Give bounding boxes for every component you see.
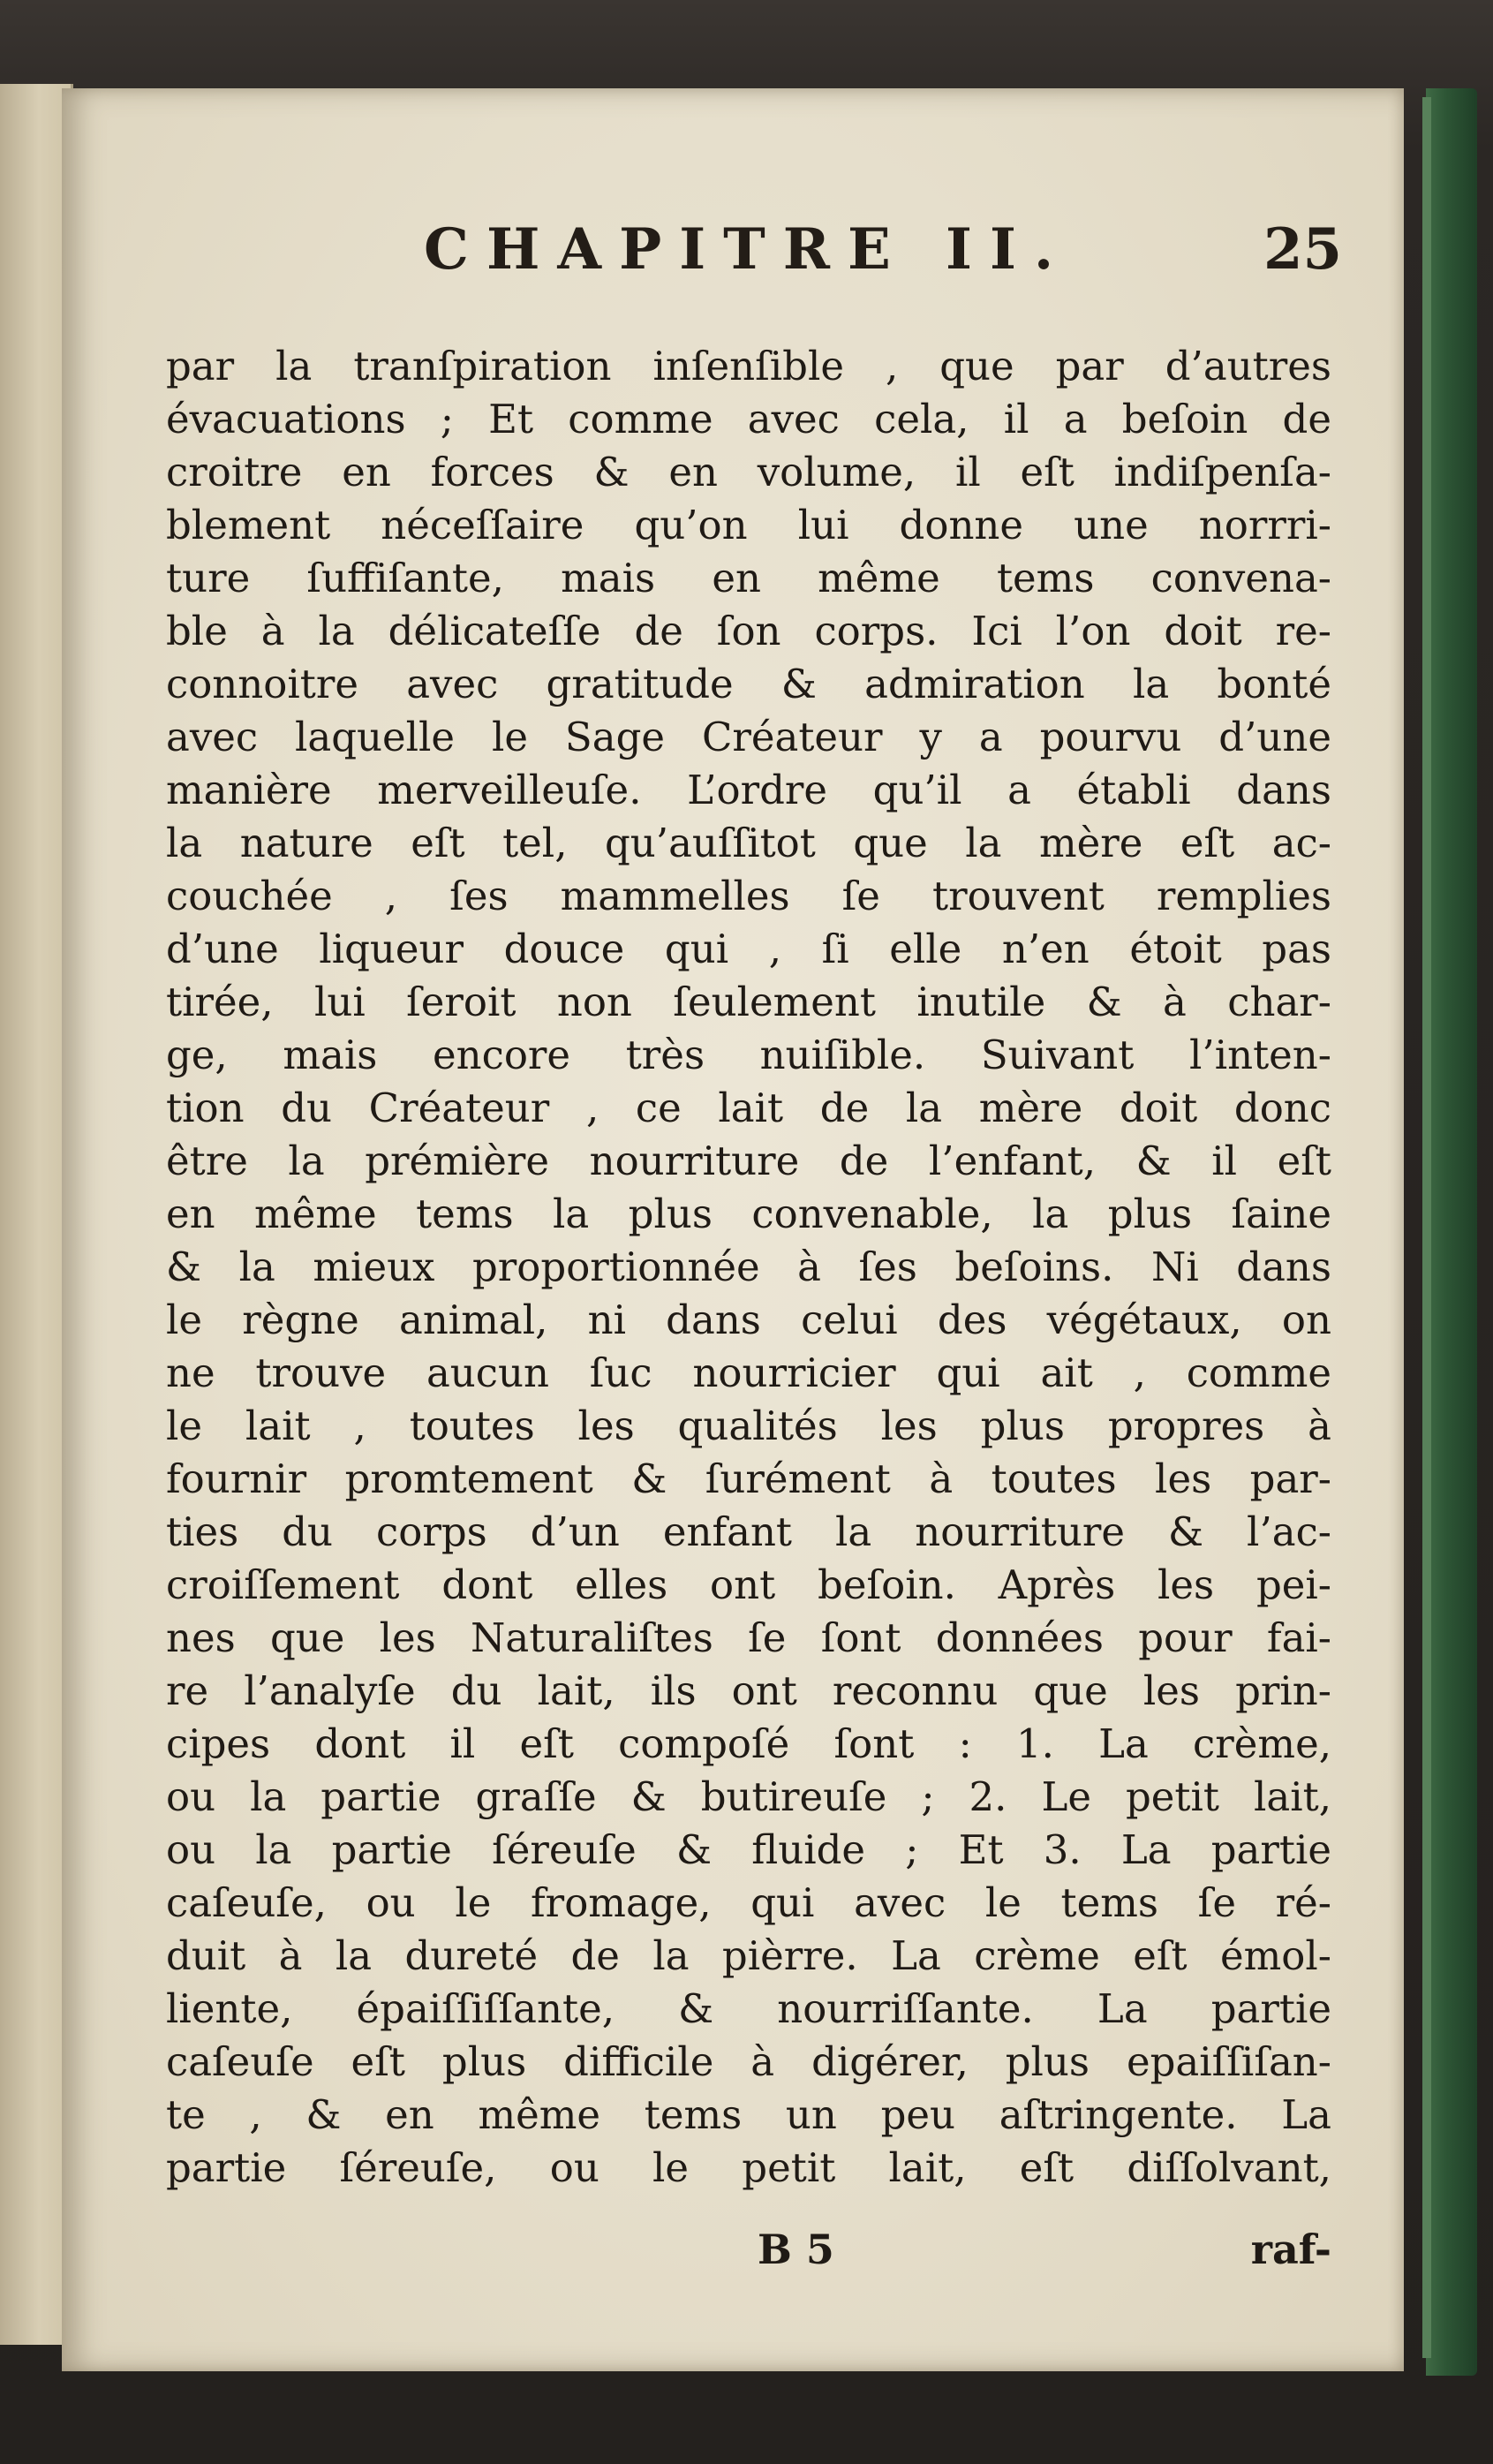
text-line: tirée, lui ſeroit non ſeulement inutile & à char- [166,979,1331,1025]
text-line: ture ſuffiſante, mais en même tems convena- [166,555,1331,601]
page-number: 25 [1263,216,1342,283]
text-line: ties du corps d’un enfant la nourriture & l’ac- [166,1508,1331,1555]
text-line: connoitre avec gratitude & admiration la bonté [166,661,1331,707]
text-line: te , & en même tems un peu aſtringente. La [166,2091,1331,2138]
text-line: caſeuſe eſt plus difficile à digérer, plus epaiſſiſan- [166,2038,1331,2085]
text-line: le règne animal, ni dans celui des végétaux, on [166,1296,1331,1343]
text-line: croitre en forces & en volume, il eſt indiſpenſa- [166,449,1331,495]
text-line: manière merveilleuſe. L’ordre qu’il a établi dans [166,767,1331,813]
chapter-title: CHAPITRE II. [424,216,1072,283]
text-line: avec laquelle le Sage Créateur y a pourvu d’une [166,714,1331,760]
text-line: nes que les Naturaliſtes ſe ſont données pour fai- [166,1614,1331,1661]
book-cover [1426,88,1477,2376]
text-line: ou la partie ſéreuſe & fluide ; Et 3. La partie [166,1826,1331,1873]
catchword: raf- [1250,2226,1331,2273]
text-line: cipes dont il eſt compoſé ſont : 1. La crème, [166,1720,1331,1767]
text-line: ge, mais encore très nuiſible. Suivant l’inten- [166,1032,1331,1078]
body-text [166,340,1331,2195]
signature-mark: B 5 [758,2226,834,2273]
running-header [424,216,1342,322]
text-line: être la prémière nourriture de l’enfant, & il eſt [166,1138,1331,1184]
text-line: la nature eſt tel, qu’auſſitot que la mère eſt ac- [166,820,1331,866]
text-line: caſeuſe, ou le fromage, qui avec le tems ſe ré- [166,1879,1331,1926]
text-line: liente, épaiſſiſſante, & nourriſſante. La partie [166,1985,1331,2032]
text-line: en même tems la plus convenable, la plus ſaine [166,1190,1331,1237]
text-line: & la mieux proportionnée à ſes beſoins. Ni dans [166,1243,1331,1290]
book-page [62,88,1404,2371]
page-footer [166,2226,1331,2287]
text-line: tion du Créateur , ce lait de la mère doit donc [166,1085,1331,1131]
text-line: re l’analyſe du lait, ils ont reconnu que les prin- [166,1667,1331,1714]
text-line: par la tranſpiration inſenſible , que par d’autres [166,343,1331,389]
text-line: couchée , ſes mammelles ſe trouvent remplies [166,873,1331,919]
text-line: ne trouve aucun ſuc nourricier qui ait , comme [166,1349,1331,1396]
text-line: ou la partie graſſe & butireuſe ; 2. Le petit lait, [166,1773,1331,1820]
text-line: ble à la délicateſſe de ſon corps. Ici l’on doit re- [166,608,1331,654]
text-line: blement néceſſaire qu’on lui donne une norrri- [166,502,1331,548]
text-line: évacuations ; Et comme avec cela, il a beſoin de [166,396,1331,442]
text-line: le lait , toutes les qualités les plus propres à [166,1402,1331,1449]
text-line: croiſſement dont elles ont beſoin. Après les pei- [166,1561,1331,1608]
text-line: d’une liqueur douce qui , ſi elle n’en étoit pas [166,926,1331,972]
text-line: partie ſéreuſe, ou le petit lait, eſt diſſolvant, [166,2144,1331,2191]
text-line: duit à la dureté de la pièrre. La crème eſt émol- [166,1932,1331,1979]
cover-edge [1422,97,1431,2358]
text-line: fournir promtement & ſurément à toutes les par- [166,1455,1331,1502]
